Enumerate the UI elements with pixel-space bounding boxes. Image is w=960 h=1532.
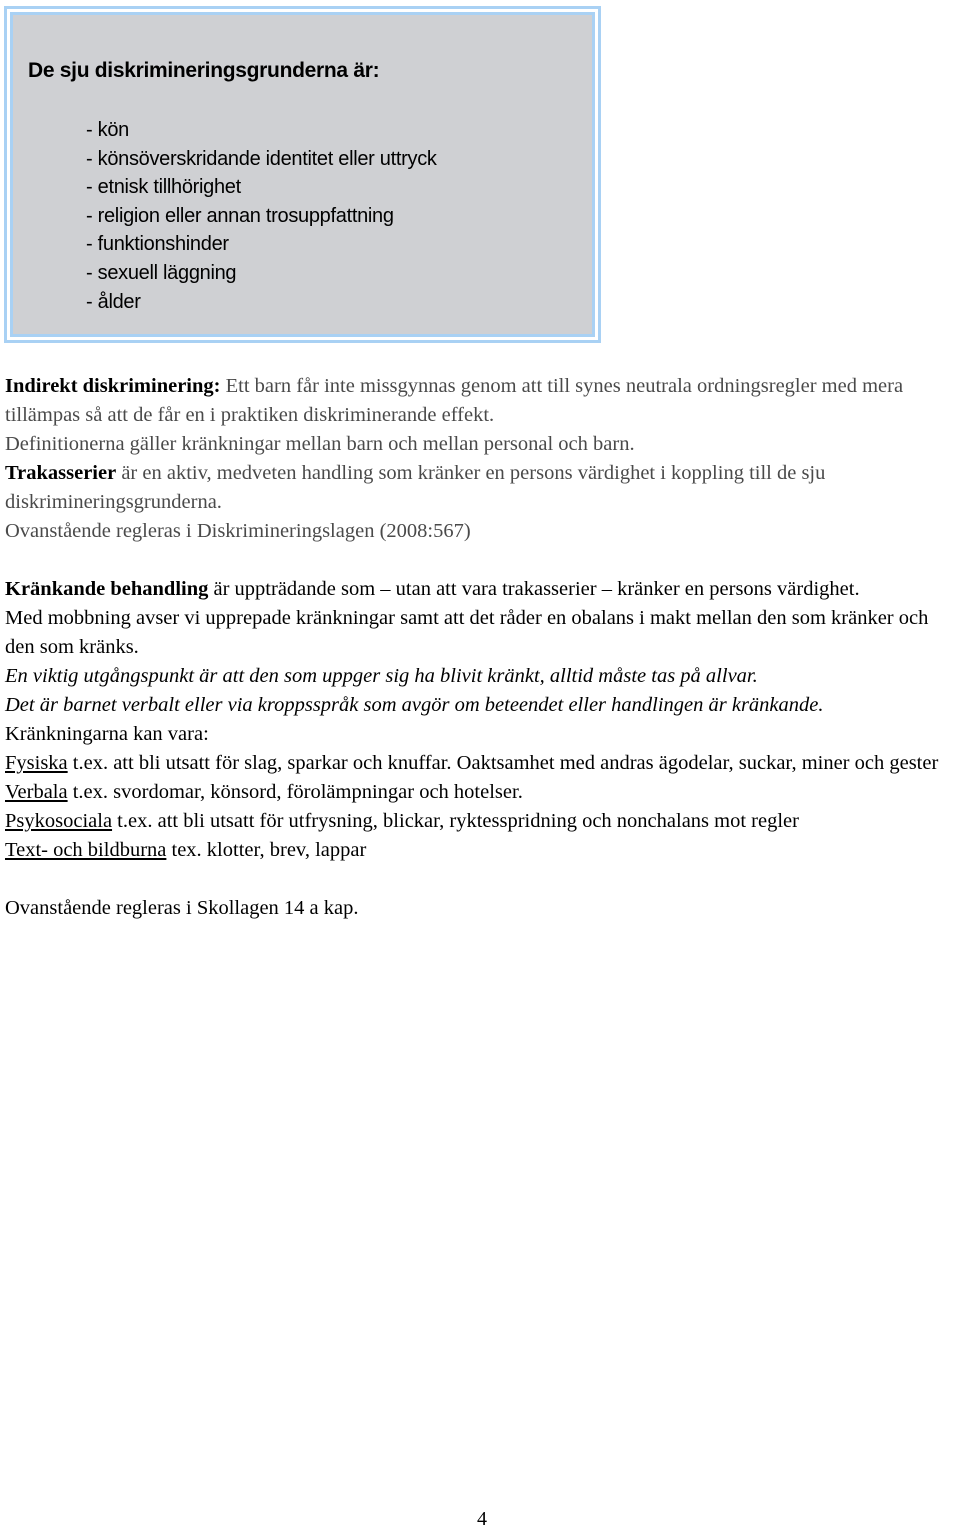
physical-label: Fysiska (5, 752, 68, 774)
offenses-intro: Kränkningarna kan vara: (5, 723, 209, 745)
psychosocial-paragraph (5, 807, 955, 836)
verbal-label: Verbala (5, 781, 68, 803)
child-decides-paragraph (5, 691, 955, 720)
indirect-discrimination-text: Ett barn får inte missgynnas genom att till synes neutrala ordningsregler med mera tillämpas så att de får en i praktiken diskriminerande effekt. (5, 375, 904, 426)
physical-paragraph (5, 749, 955, 778)
harassment-text: är en aktiv, medveten handling som kränker en persons värdighet i koppling till de sju diskrimineringsgrunderna. (5, 462, 826, 513)
verbal-paragraph (5, 778, 955, 807)
discrimination-grounds-box (4, 6, 601, 343)
grounds-list (86, 116, 437, 316)
text-image-paragraph (5, 836, 955, 865)
harassment-paragraph (5, 459, 955, 517)
psychosocial-text: t.ex. att bli utsatt för utfrysning, blickar, ryktesspridning och nonchalans mot regler (112, 810, 799, 832)
starting-point-text: En viktig utgångspunkt är att den som uppger sig ha blivit kränkt, alltid måste tas på allvar. (5, 665, 758, 687)
physical-text: t.ex. att bli utsatt för slag, sparkar och knuffar. Oaktsamhet med andras ägodelar, suckar, miner och gester (67, 752, 939, 774)
list-item: - religion eller annan trosuppfattning (86, 204, 394, 227)
list-item: - funktionshinder (86, 233, 229, 256)
indirect-discrimination-paragraph (5, 372, 955, 430)
list-item: - etnisk tillhörighet (86, 176, 241, 199)
verbal-text: t.ex. svordomar, könsord, förolämpningar och hotelser. (67, 781, 523, 803)
harassment-term: Trakasserier (5, 462, 117, 484)
child-decides-text: Det är barnet verbalt eller via kroppsspråk som avgör om beteendet eller handlingen är kränkande. (5, 694, 824, 716)
text-image-label: Text- och bildburna (5, 839, 167, 861)
list-item: - könsöverskridande identitet eller uttryck (86, 147, 437, 170)
offensive-treatment-term: Kränkande behandling (5, 578, 209, 600)
bullying-paragraph: Med mobbning avser vi upprepade kränkningar samt att det råder en obalans i makt mellan den som kränker och den som kränks. (5, 607, 929, 658)
text-image-text: tex. klotter, brev, lappar (166, 839, 367, 861)
starting-point-paragraph (5, 662, 955, 691)
box-title: De sju diskrimineringsgrunderna är: (28, 59, 380, 82)
offensive-treatment-paragraph (5, 575, 955, 604)
definitions-paragraph: Definitionerna gäller kränkningar mellan barn och mellan personal och barn. (5, 433, 635, 455)
list-item: - ålder (86, 290, 141, 313)
body-text (5, 372, 955, 923)
psychosocial-label: Psykosociala (5, 810, 113, 832)
discrimination-law-paragraph: Ovanstående regleras i Diskrimineringslagen (2008:567) (5, 520, 471, 542)
list-item: - kön (86, 119, 129, 141)
indirect-discrimination-term: Indirekt diskriminering: (5, 375, 221, 397)
school-law-paragraph: Ovanstående regleras i Skollagen 14 a kap. (5, 897, 359, 919)
offensive-treatment-text: är uppträdande som – utan att vara trakasserier – kränker en persons värdighet. (208, 578, 860, 600)
list-item: - sexuell läggning (86, 261, 237, 284)
page-number: 4 (477, 1508, 487, 1530)
